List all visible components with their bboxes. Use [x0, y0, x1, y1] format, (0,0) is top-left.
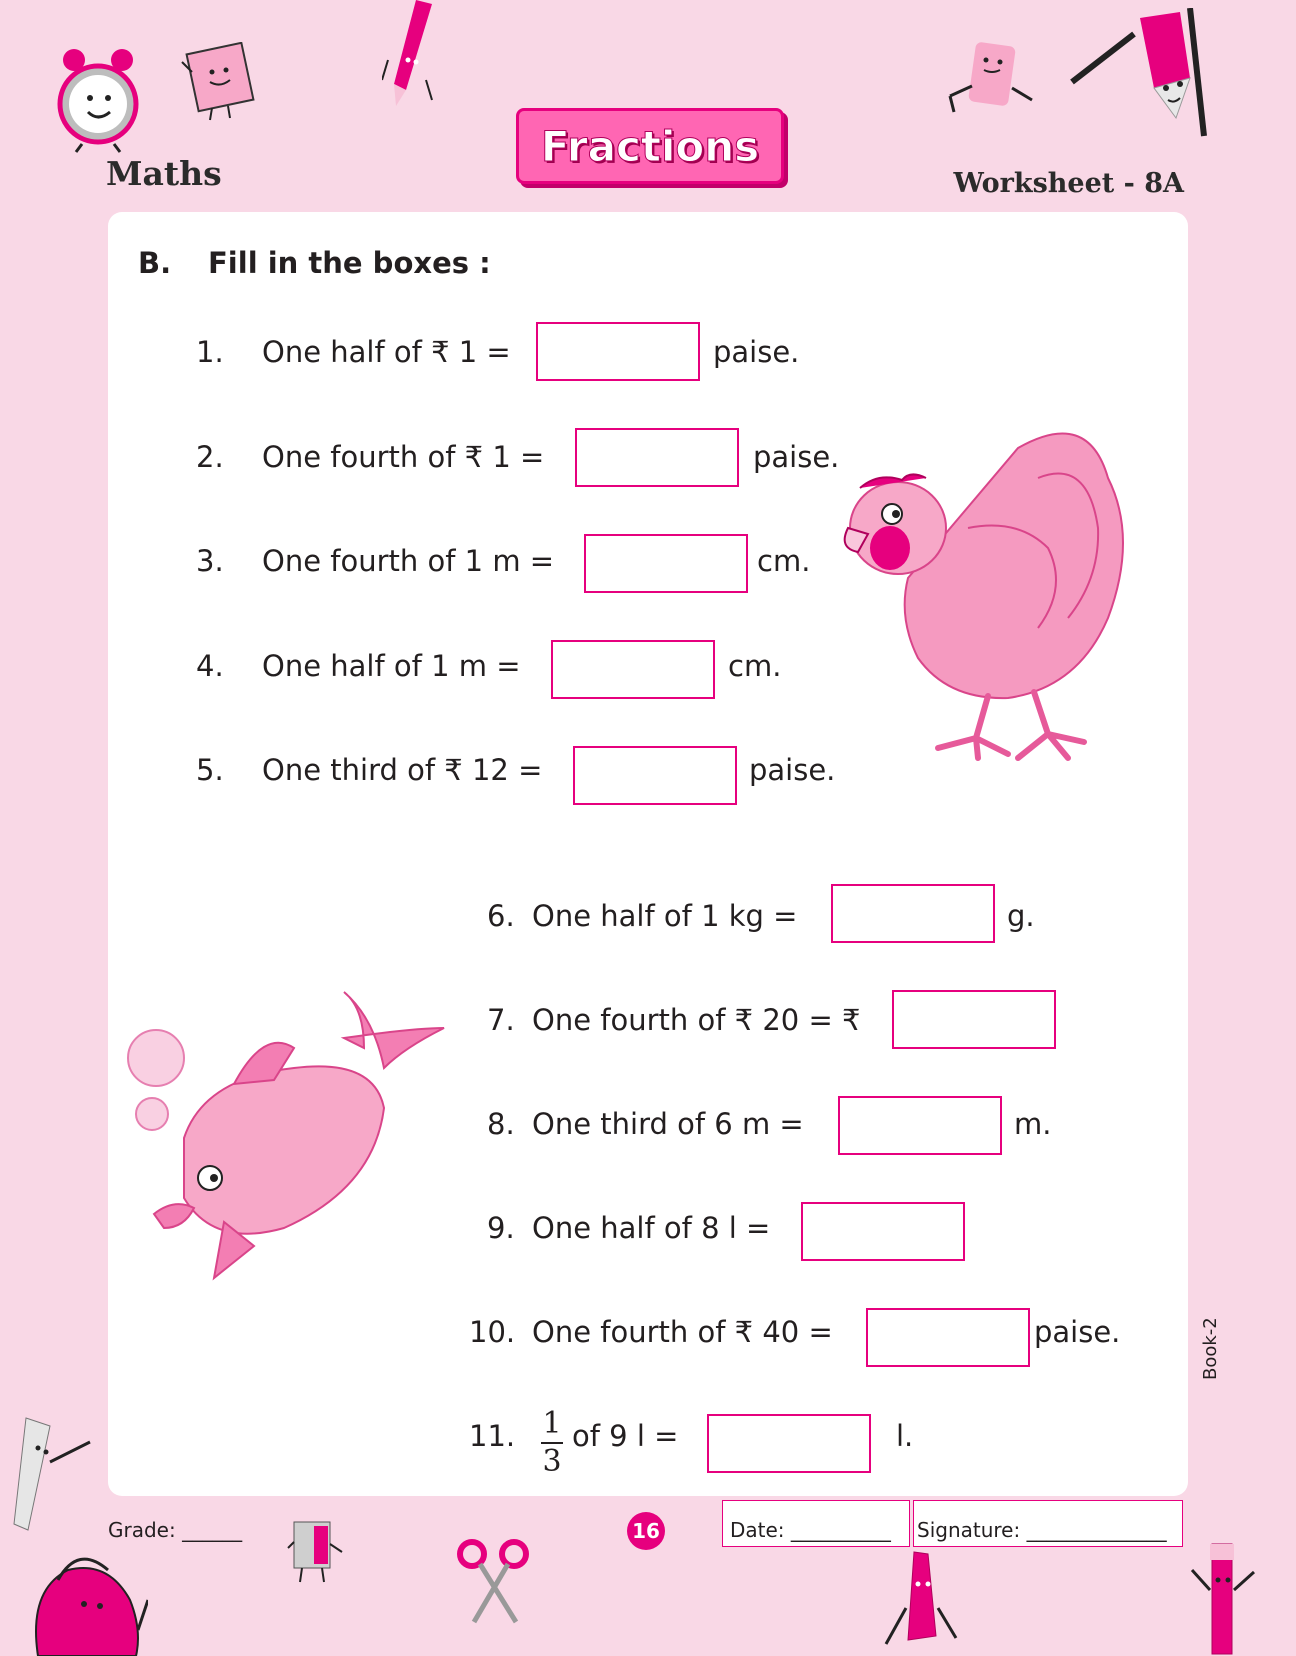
fraction-denominator: 3	[542, 1444, 562, 1479]
question-text: One fourth of 1 m =	[262, 544, 555, 578]
question-number: 2.	[196, 440, 224, 474]
answer-box[interactable]	[573, 746, 737, 805]
section-title: Fill in the boxes :	[208, 246, 491, 280]
book-label: Book-2	[1200, 1317, 1221, 1380]
fish-illustration	[124, 988, 454, 1288]
answer-box[interactable]	[838, 1096, 1002, 1155]
question-number: 9.	[487, 1211, 515, 1245]
answer-box[interactable]	[536, 322, 700, 381]
question-number: 11.	[469, 1419, 516, 1453]
notepad-illustration	[178, 42, 260, 122]
question-text: One third of ₹ 12 =	[262, 753, 543, 787]
hen-illustration	[838, 418, 1170, 778]
title-banner	[516, 108, 784, 184]
question-number: 5.	[196, 753, 224, 787]
worksheet-title: Fractions	[540, 121, 760, 171]
alarm-clock-illustration	[52, 44, 144, 154]
ruler-illustration	[10, 1412, 94, 1532]
question-text: One fourth of ₹ 1 =	[262, 440, 545, 474]
question-unit: cm.	[757, 544, 811, 578]
date-field[interactable]: Date: __________	[730, 1518, 891, 1542]
question-text: One third of 6 m =	[532, 1107, 804, 1141]
question-unit: m.	[1014, 1107, 1052, 1141]
question-number: 4.	[196, 649, 224, 683]
eraser-character-illustration	[946, 40, 1036, 120]
answer-box[interactable]	[801, 1202, 965, 1261]
scissors-illustration	[456, 1536, 532, 1624]
page-number: 16	[632, 1519, 660, 1543]
answer-box[interactable]	[551, 640, 715, 699]
worksheet-card	[108, 212, 1188, 1496]
pencil-character-illustration	[1070, 8, 1210, 138]
answer-box[interactable]	[831, 884, 995, 943]
section-letter: B.	[138, 246, 172, 280]
answer-box[interactable]	[866, 1308, 1030, 1367]
question-text: One half of 8 l =	[532, 1211, 771, 1245]
question-text: One half of 1 m =	[262, 649, 521, 683]
question-unit: paise.	[749, 753, 836, 787]
grade-field: Grade: ______	[108, 1518, 243, 1542]
question-unit: paise.	[1034, 1315, 1121, 1349]
question-unit: l.	[896, 1419, 914, 1453]
pen-character-illustration	[1188, 1540, 1258, 1656]
answer-box[interactable]	[892, 990, 1056, 1049]
question-unit: paise.	[753, 440, 840, 474]
question-unit: cm.	[728, 649, 782, 683]
answer-box[interactable]	[707, 1414, 871, 1473]
question-number: 8.	[487, 1107, 515, 1141]
fraction-numerator: 1	[542, 1406, 562, 1441]
question-text: One half of ₹ 1 =	[262, 335, 511, 369]
question-number: 1.	[196, 335, 224, 369]
answer-box[interactable]	[584, 534, 748, 593]
question-text: One fourth of ₹ 20 = ₹	[532, 1003, 861, 1037]
worksheet-number: Worksheet - 8A	[953, 168, 1184, 199]
question-unit: paise.	[713, 335, 800, 369]
question-text: One half of 1 kg =	[532, 899, 798, 933]
question-number: 6.	[487, 899, 515, 933]
question-number: 10.	[469, 1315, 516, 1349]
fraction	[538, 1408, 566, 1478]
sharpener-illustration	[284, 1518, 344, 1588]
subject-label: Maths	[106, 154, 222, 193]
crayon-character-illustration	[884, 1548, 958, 1648]
question-number: 3.	[196, 544, 224, 578]
pencil-illustration	[382, 0, 442, 112]
question-text: of 9 l =	[572, 1419, 679, 1453]
bag-illustration	[18, 1520, 148, 1656]
signature-field[interactable]: Signature: ______________	[917, 1518, 1167, 1542]
question-unit: g.	[1007, 899, 1035, 933]
question-number: 7.	[487, 1003, 515, 1037]
answer-box[interactable]	[575, 428, 739, 487]
question-text: One fourth of ₹ 40 =	[532, 1315, 833, 1349]
